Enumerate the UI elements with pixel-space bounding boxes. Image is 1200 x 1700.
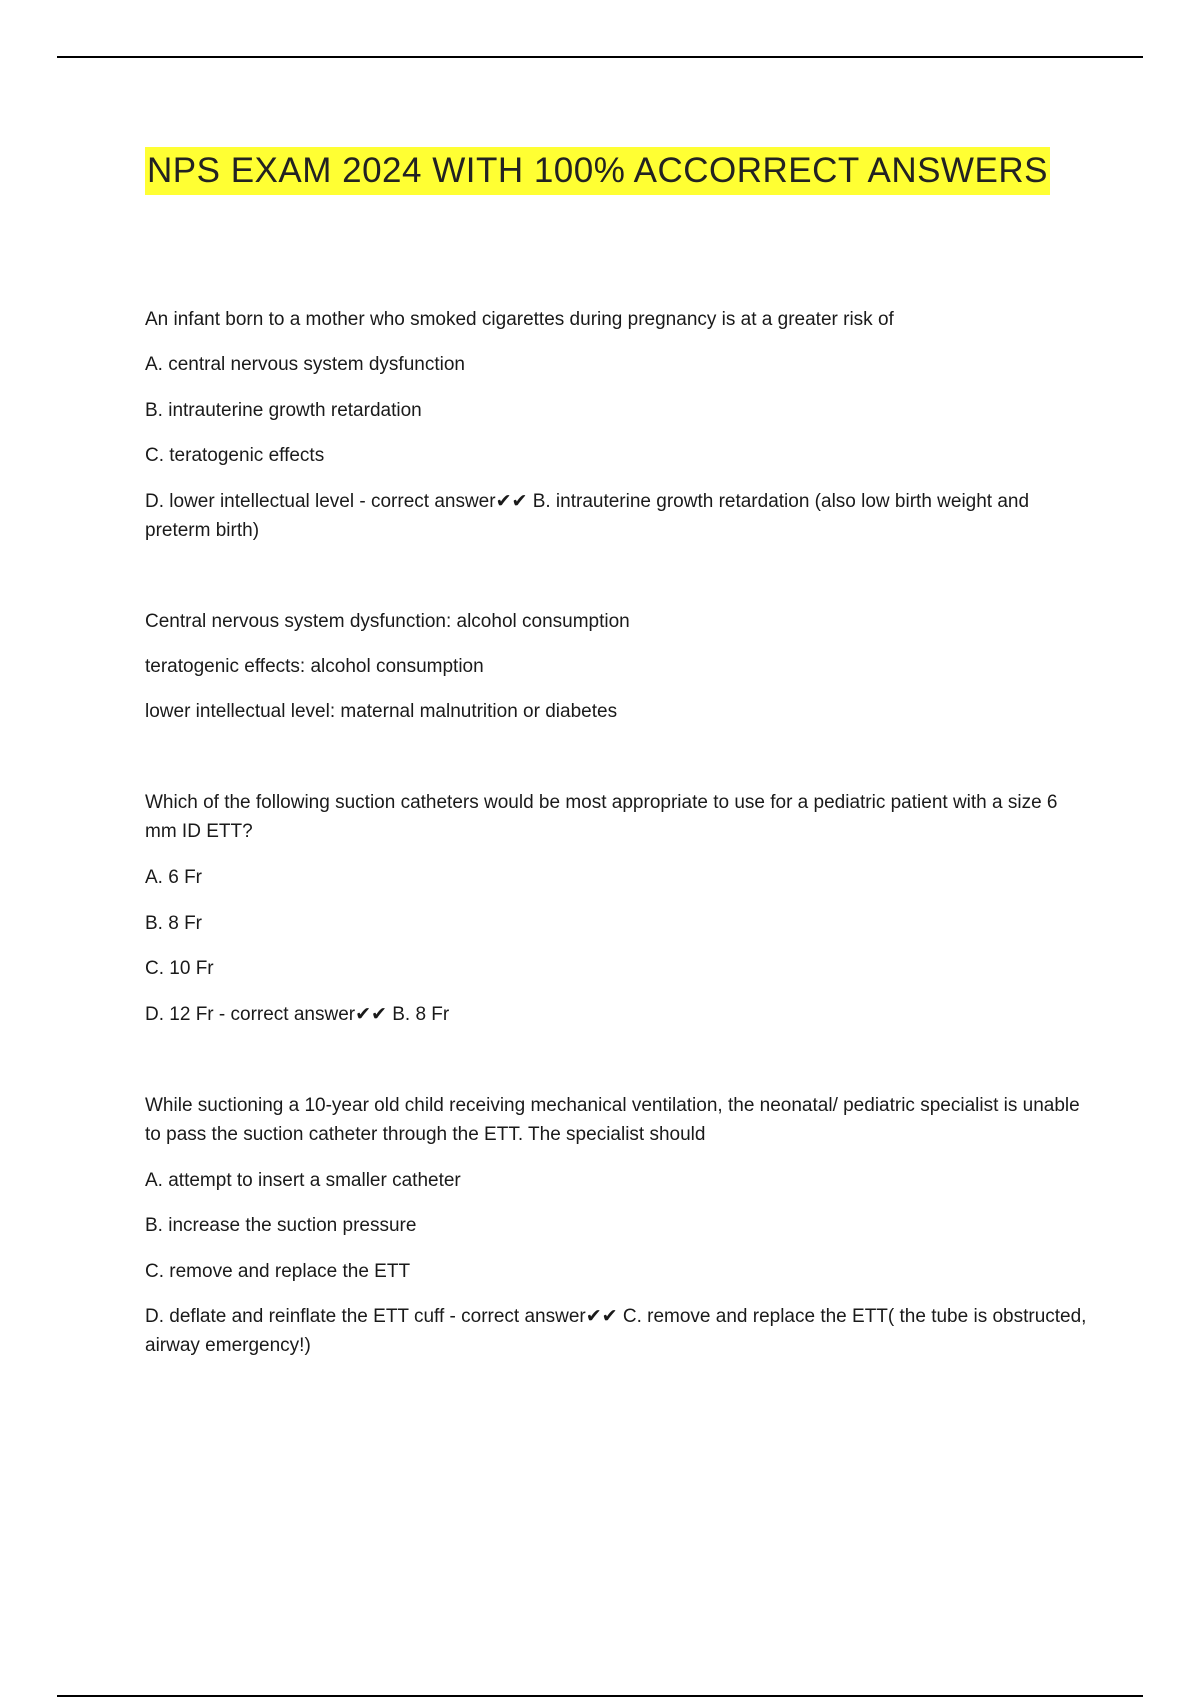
question-1-stem: An infant born to a mother who smoked cigarettes during pregnancy is at a greater risk of [145, 309, 894, 330]
question-1-option-a: A. central nervous system dysfunction [145, 354, 465, 375]
question-1-option-c: C. teratogenic effects [145, 445, 325, 466]
question-3-stem: While suctioning a 10-year old child receiving mechanical ventilation, the neonatal/ pediatric specialist is unable to pass the suction catheter through the ETT. The specialist should [145, 1095, 1080, 1145]
document-title: NPS EXAM 2024 WITH 100% ACCORRECT ANSWERS [145, 147, 1050, 195]
top-rule [57, 56, 1143, 58]
question-3-option-a: A. attempt to insert a smaller catheter [145, 1170, 461, 1191]
bottom-rule [57, 1695, 1143, 1697]
question-3-option-b: B. increase the suction pressure [145, 1215, 417, 1236]
note-line: teratogenic effects: alcohol consumption [145, 656, 484, 677]
question-3-option-d-answer: D. deflate and reinflate the ETT cuff - correct answer✔✔ C. remove and replace the ETT( the tube is obstructed, airway emergency!) [145, 1306, 1087, 1356]
note-line: lower intellectual level: maternal malnutrition or diabetes [145, 701, 618, 722]
question-2-option-b: B. 8 Fr [145, 913, 203, 934]
note-line: Central nervous system dysfunction: alcohol consumption [145, 611, 630, 632]
question-1-option-d-answer: D. lower intellectual level - correct answer✔✔ B. intrauterine growth retardation (also low birth weight and preterm birth) [145, 491, 1030, 541]
question-2-option-c: C. 10 Fr [145, 958, 214, 979]
question-2-stem: Which of the following suction catheters would be most appropriate to use for a pediatric patient with a size 6 mm ID ETT? [145, 792, 1058, 842]
question-2-option-a: A. 6 Fr [145, 867, 203, 888]
question-3-option-c: C. remove and replace the ETT [145, 1261, 411, 1282]
question-2-option-d-answer: D. 12 Fr - correct answer✔✔ B. 8 Fr [145, 1004, 450, 1025]
question-1-option-b: B. intrauterine growth retardation [145, 400, 422, 421]
